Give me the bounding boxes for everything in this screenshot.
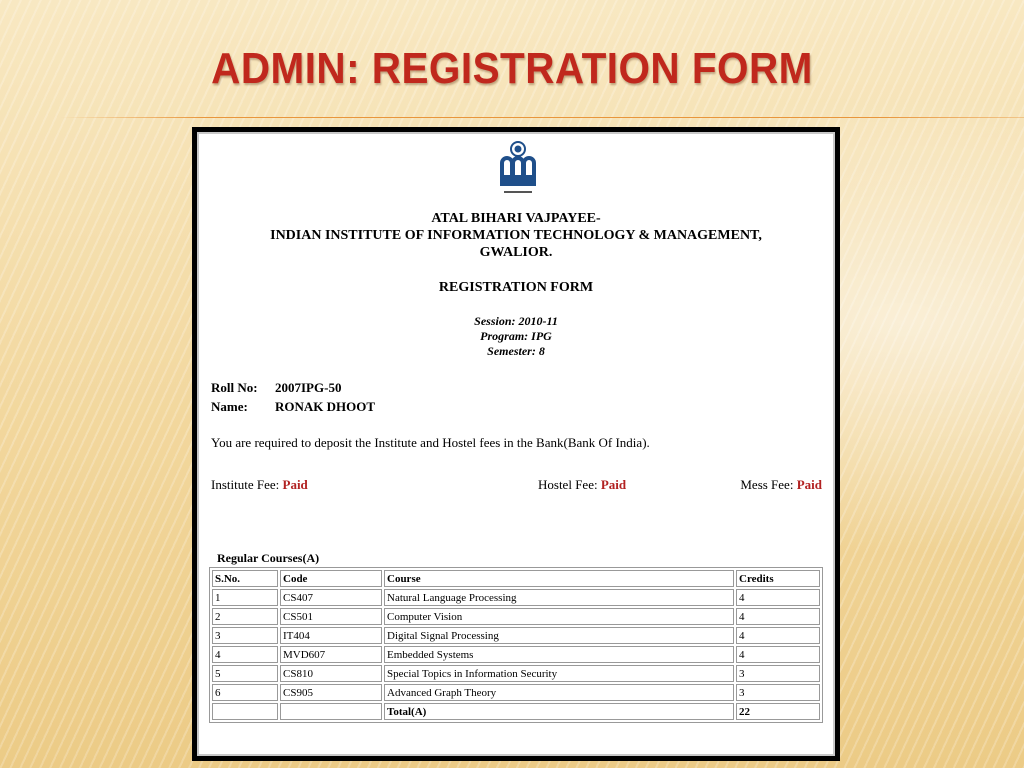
row-course: Computer Vision [384,608,734,625]
row-credits: 4 [736,589,820,606]
courses-caption: Regular Courses(A) [217,551,320,565]
mess-fee-label: Mess Fee: [740,477,794,492]
row-credits: 4 [736,608,820,625]
total-empty-sno [212,703,278,720]
row-course: Special Topics in Information Security [384,665,734,682]
hostel-fee-label: Hostel Fee: [538,477,598,492]
institute-fee-status: Paid [282,477,308,492]
mess-fee-status: Paid [796,477,822,492]
row-sno: 4 [212,646,278,663]
row-sno: 3 [212,627,278,644]
institute-logo-icon [498,141,538,197]
total-row [212,703,820,720]
form-meta [199,314,833,359]
row-credits: 3 [736,684,820,701]
row-course: Embedded Systems [384,646,734,663]
row-sno: 5 [212,665,278,682]
row-course: Digital Signal Processing [384,627,734,644]
semester-text: Semester: 8 [487,344,545,358]
institute-name [199,210,833,261]
table-row [212,627,820,644]
institute-line-1: ATAL BIHARI VAJPAYEE- [431,211,601,226]
roll-value: 2007IPG-50 [275,380,342,395]
mess-fee [740,477,822,493]
table-row [212,665,820,682]
row-code: MVD607 [280,646,382,663]
student-details [211,378,375,416]
form-title: REGISTRATION FORM [438,280,594,295]
row-sno: 2 [212,608,278,625]
row-credits: 3 [736,665,820,682]
header-code: Code [280,570,382,587]
institute-fee-label: Institute Fee: [211,477,280,492]
row-course: Advanced Graph Theory [384,684,734,701]
row-sno: 6 [212,684,278,701]
title-rule [60,117,1024,118]
row-course: Natural Language Processing [384,589,734,606]
row-code: CS501 [280,608,382,625]
institute-line-2: INDIAN INSTITUTE OF INFORMATION TECHNOLOGY & MANAGEMENT, [270,228,762,243]
row-code: IT404 [280,627,382,644]
header-sno: S.No. [212,570,278,587]
roll-row [211,378,375,397]
form-document [199,134,833,754]
row-code: CS810 [280,665,382,682]
total-empty-code [280,703,382,720]
roll-label: Roll No: [211,380,258,395]
table-row [212,608,820,625]
institute-fee [211,477,308,493]
form-page [197,132,835,756]
session-text: Session: 2010-11 [474,314,558,328]
row-code: CS407 [280,589,382,606]
total-credits: 22 [736,703,820,720]
name-row [211,397,375,416]
row-sno: 1 [212,589,278,606]
table-row [212,646,820,663]
slide-title: ADMIN: REGISTRATION FORM [211,44,813,93]
table-row [212,589,820,606]
header-credits: Credits [736,570,820,587]
row-code: CS905 [280,684,382,701]
name-value: RONAK DHOOT [275,399,376,414]
table-header-row [212,570,820,587]
institute-line-3: GWALIOR. [479,245,553,260]
hostel-fee [538,477,626,493]
courses-table [209,567,823,723]
row-credits: 4 [736,646,820,663]
row-credits: 4 [736,627,820,644]
header-course: Course [384,570,734,587]
fee-notice: You are required to deposit the Institute and Hostel fees in the Bank(Bank Of India). [211,435,650,450]
registration-form-screenshot [192,127,840,761]
name-label: Name: [211,399,248,414]
total-label: Total(A) [384,703,734,720]
table-row [212,684,820,701]
program-text: Program: IPG [480,329,552,343]
hostel-fee-status: Paid [600,477,627,492]
